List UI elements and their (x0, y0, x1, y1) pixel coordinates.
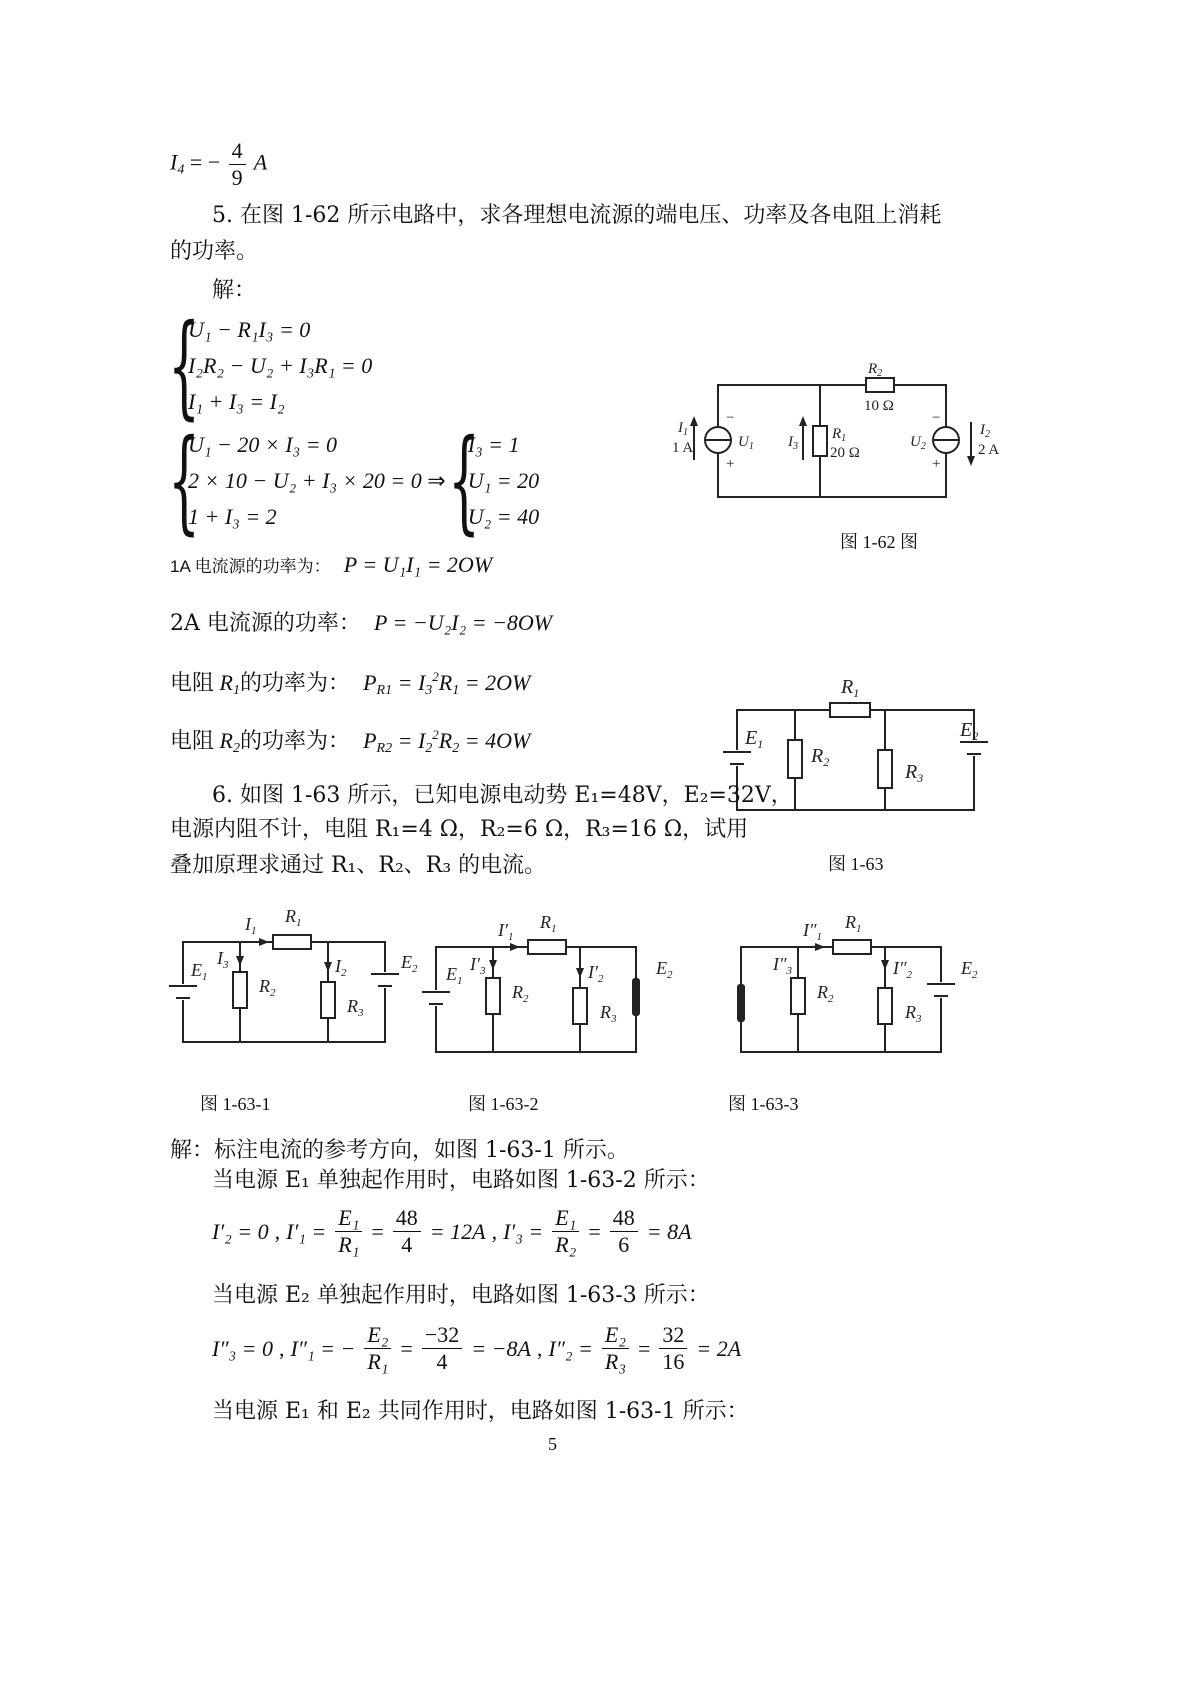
svg-text:E2: $E_2$ (656, 958, 673, 981)
svg-text:R2: $R_2$ (512, 982, 529, 1005)
svg-text:R1: $R_1$ (841, 676, 860, 700)
circuit-figure-1-63-1 (165, 900, 435, 1050)
solution-label: 解： (212, 278, 257, 303)
svg-text:+: + (932, 456, 941, 472)
equation-case-e2: I″₃ = 0 , I″₁ = − $\frac{\text{E₂}}{\text{R₁}}$ = $\frac{-32}{4}$ = −8A , I″₂ = $\frac{\text{E₂}}{\text{R₃}}$ = $\frac{32}{16}$ = 2A (212, 1322, 742, 1374)
svg-text:1 A: 1 A (672, 440, 694, 456)
solution6-line2: 当电源 E₁ 单独起作用时，电路如图 1-63-2 所示： (212, 1168, 710, 1193)
power-2a: 2A 电流源的功率： P = −U₂I₂ = −8OW (170, 610, 553, 636)
problem6-line2: 电源内阻不计，电阻 R₁=4 Ω，R₂=6 Ω，R₃=16 Ω，试用 (170, 817, 749, 842)
svg-text:I′2: $I'_2$ (588, 962, 604, 985)
svg-text:R2: $R_2$ (868, 361, 883, 379)
problem5-line2: 的功率。 (170, 239, 259, 264)
equation-system-2: { U₁ − 20 × I₃ = 0 2 × 10 − U₂ + I₃ × 20 = 0 ⇒ 1 + I₃ = 2 { I₃ = 1 U₁ = 20 U₂ = 40 (168, 416, 540, 546)
svg-text:20 Ω: 20 Ω (830, 445, 860, 461)
svg-text:I″3: $I''_3$ (773, 954, 792, 977)
svg-text:R3: $R_3$ (600, 1002, 617, 1025)
svg-text:E1: $E_1$ (745, 727, 764, 751)
svg-text:R1: $R_1$ (845, 912, 862, 935)
svg-text:I3: $I_3$ (217, 948, 229, 971)
svg-text:R2: $R_2$ (811, 745, 830, 769)
svg-text:U2: $U_2$ (910, 434, 926, 452)
equation-i4: $I_4$ = − $\frac{4}{9}$ A (170, 138, 268, 190)
svg-text:R1: $R_1$ (285, 906, 302, 929)
svg-text:R1: $R_1$ (832, 426, 847, 444)
solution6-line4: 当电源 E₁ 和 E₂ 共同作用时，电路如图 1-63-1 所示： (212, 1399, 749, 1424)
page-number: 5 (548, 1434, 557, 1454)
svg-text:I2: $I_2$ (335, 956, 347, 979)
svg-text:E2: $E_2$ (401, 952, 418, 975)
svg-text:R1: $R_1$ (540, 912, 557, 935)
svg-text:+: + (726, 456, 735, 472)
svg-text:I′1: $I'_1$ (498, 920, 514, 943)
caption-fig-1-63-3: 图 1-63-3 (728, 1094, 799, 1114)
svg-text:2 A: 2 A (978, 442, 1000, 458)
circuit-figure-1-63-3 (725, 902, 995, 1057)
svg-text:I1: $I_1$ (678, 420, 688, 438)
equation-case-e1: I′₂ = 0 , I′₁ = $\frac{\text{E₁}}{\text{R₁}}$ = $\frac{48}{4}$ = 12A , I′₃ = $\frac{\text{E₁}}{\text{R₂}}$ = $\frac{48}{6}$ = 8A (212, 1205, 692, 1257)
svg-text:E1: $E_1$ (446, 964, 463, 987)
svg-text:I′3: $I'_3$ (470, 954, 486, 977)
power-r1: 电阻 $R_1$的功率为： $P_{R1} = I_3^2R_1 = 2OW$ (170, 669, 531, 698)
svg-text:U1: $U_1$ (738, 434, 754, 452)
svg-text:R2: $R_2$ (259, 976, 276, 999)
problem6-line3: 叠加原理求通过 R₁、R₂、R₃ 的电流。 (170, 853, 547, 878)
svg-text:−: − (726, 410, 735, 426)
svg-text:I3: $I_3$ (788, 434, 798, 452)
svg-text:I1: $I_1$ (245, 914, 257, 937)
circuit-figure-1-63-2 (420, 902, 690, 1057)
svg-text:E2: $E_2$ (960, 719, 979, 743)
svg-text:I″2: $I''_2$ (893, 958, 912, 981)
circuit-figure-1-62 (660, 360, 1020, 520)
svg-text:I″1: $I''_1$ (803, 920, 822, 943)
svg-text:R2: $R_2$ (817, 982, 834, 1005)
solution6-line1: 解：标注电流的参考方向，如图 1-63-1 所示。 (170, 1138, 629, 1163)
circuit-figure-1-63 (715, 668, 995, 838)
svg-text:10 Ω: 10 Ω (864, 398, 894, 414)
svg-text:−: − (932, 410, 941, 426)
svg-text:R3: $R_3$ (905, 761, 924, 785)
caption-fig-1-63-1: 图 1-63-1 (200, 1094, 271, 1114)
svg-text:R3: $R_3$ (905, 1002, 922, 1025)
svg-text:E1: $E_1$ (191, 960, 208, 983)
svg-text:E2: $E_2$ (961, 958, 978, 981)
power-1a: 1A 电流源的功率为： P = U₁I₁ = 2OW (170, 552, 493, 577)
svg-text:I2: $I_2$ (980, 422, 990, 440)
power-r2: 电阻 $R_2$的功率为： $P_{R2} = I_2^2R_2 = 4OW$ (170, 727, 531, 756)
caption-fig-1-62: 图 1-62 图 (840, 532, 918, 552)
problem5-line1: 5. 在图 1-62 所示电路中，求各理想电流源的端电压、功率及各电阻上消耗 (212, 203, 942, 228)
caption-fig-1-63-2: 图 1-63-2 (468, 1094, 539, 1114)
equation-system-1: { U₁ − R₁I₃ = 0 I₂R₂ − U₂ + I₃R₁ = 0 I₁ + I₃ = I₂ (168, 301, 373, 431)
caption-fig-1-63: 图 1-63 (828, 854, 884, 874)
svg-text:R3: $R_3$ (347, 996, 364, 1019)
problem6-line1: 6. 如图 1-63 所示，已知电源电动势 E₁=48V，E₂=32V， (212, 783, 793, 808)
solution6-line3: 当电源 E₂ 单独起作用时，电路如图 1-63-3 所示： (212, 1283, 710, 1308)
